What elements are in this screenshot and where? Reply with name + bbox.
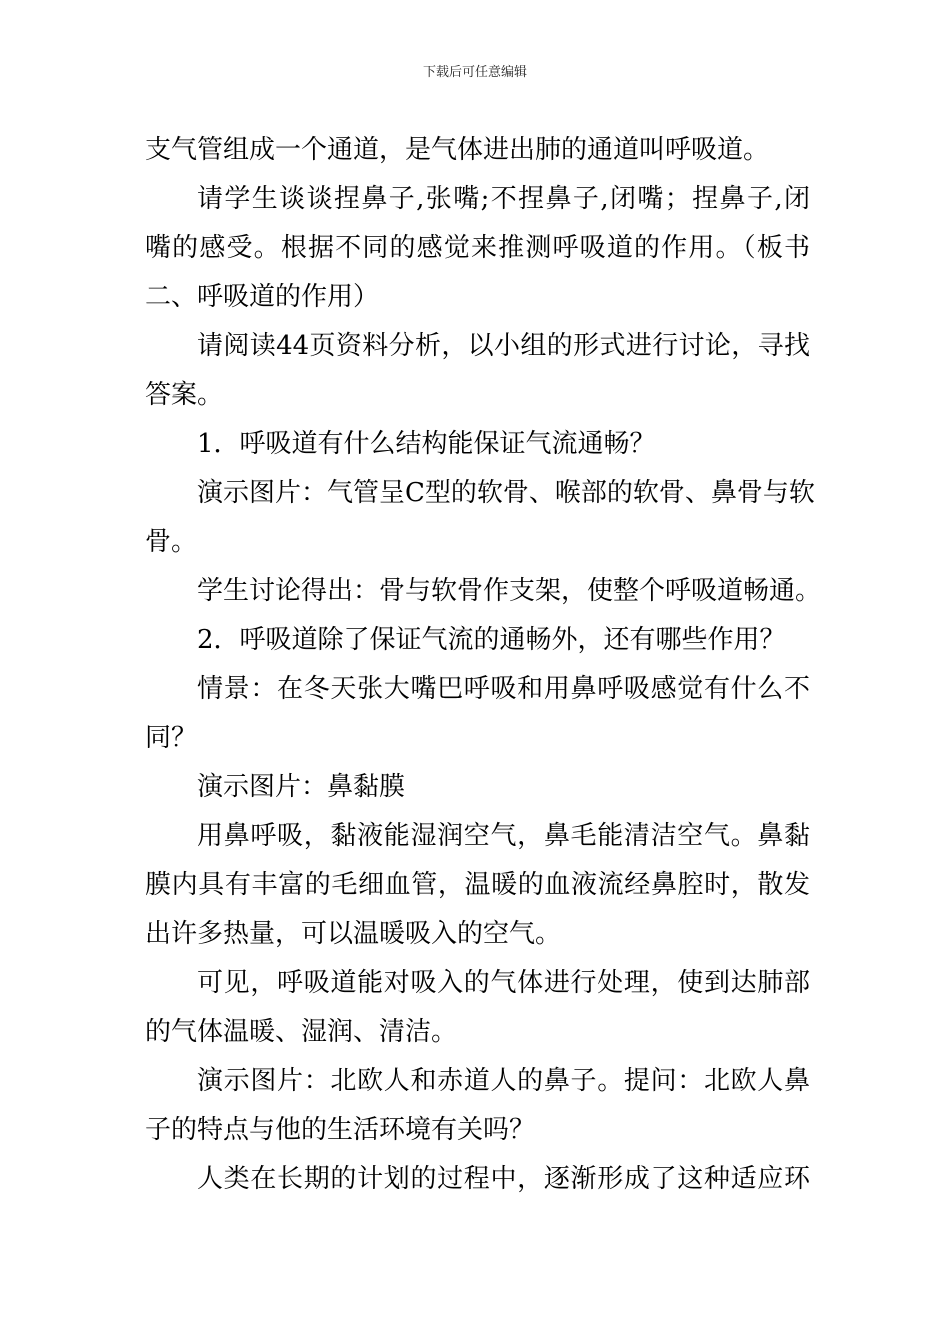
text-line: 用鼻呼吸，黏液能湿润空气，鼻毛能清洁空气。鼻黏 [197,821,810,851]
text-line: 子的特点与他的生活环境有关吗？ [145,1115,536,1145]
text-line: 嘴的感受。根据不同的感觉来推测呼吸道的作用。（板书 [145,233,810,263]
text-line: 2．呼吸道除了保证气流的通畅外，还有哪些作用？ [197,625,786,655]
text-line: 答案。 [145,380,224,410]
text-line: 可见，呼吸道能对吸入的气体进行处理，使到达肺部 [197,968,810,998]
text-line: 二、呼吸道的作用） [145,282,380,312]
document-body [145,130,822,1208]
text-line: 骨。 [145,527,198,557]
text-line: 的气体温暖、湿润、清洁。 [145,1017,458,1047]
text-line: 演示图片：鼻黏膜 [197,772,406,802]
page-header: 下载后可任意编辑 [422,65,527,80]
text-line: 情景：在冬天张大嘴巴呼吸和用鼻呼吸感觉有什么不 [197,674,810,704]
text-line: 请学生谈谈捏鼻子,张嘴;不捏鼻子,闭嘴；捏鼻子,闭 [197,184,810,214]
text-line: 1．呼吸道有什么结构能保证气流通畅？ [197,429,656,459]
text-line: 演示图片：气管呈C型的软骨、喉部的软骨、鼻骨与软 [197,478,815,508]
text-line: 人类在长期的计划的过程中，逐渐形成了这种适应环 [197,1164,810,1194]
text-line: 出许多热量，可以温暖吸入的空气。 [145,919,562,949]
text-line: 膜内具有丰富的毛细血管，温暖的血液流经鼻腔时，散发 [145,870,810,900]
text-line: 演示图片：北欧人和赤道人的鼻子。提问：北欧人鼻 [197,1066,810,1096]
text-line: 请阅读44页资料分析，以小组的形式进行讨论，寻找 [197,331,810,361]
text-line: 同？ [145,723,198,753]
text-line: 学生讨论得出：骨与软骨作支架，使整个呼吸道畅通。 [197,576,822,606]
text-line: 支气管组成一个通道，是气体进出肺的通道叫呼吸道。 [145,135,770,165]
